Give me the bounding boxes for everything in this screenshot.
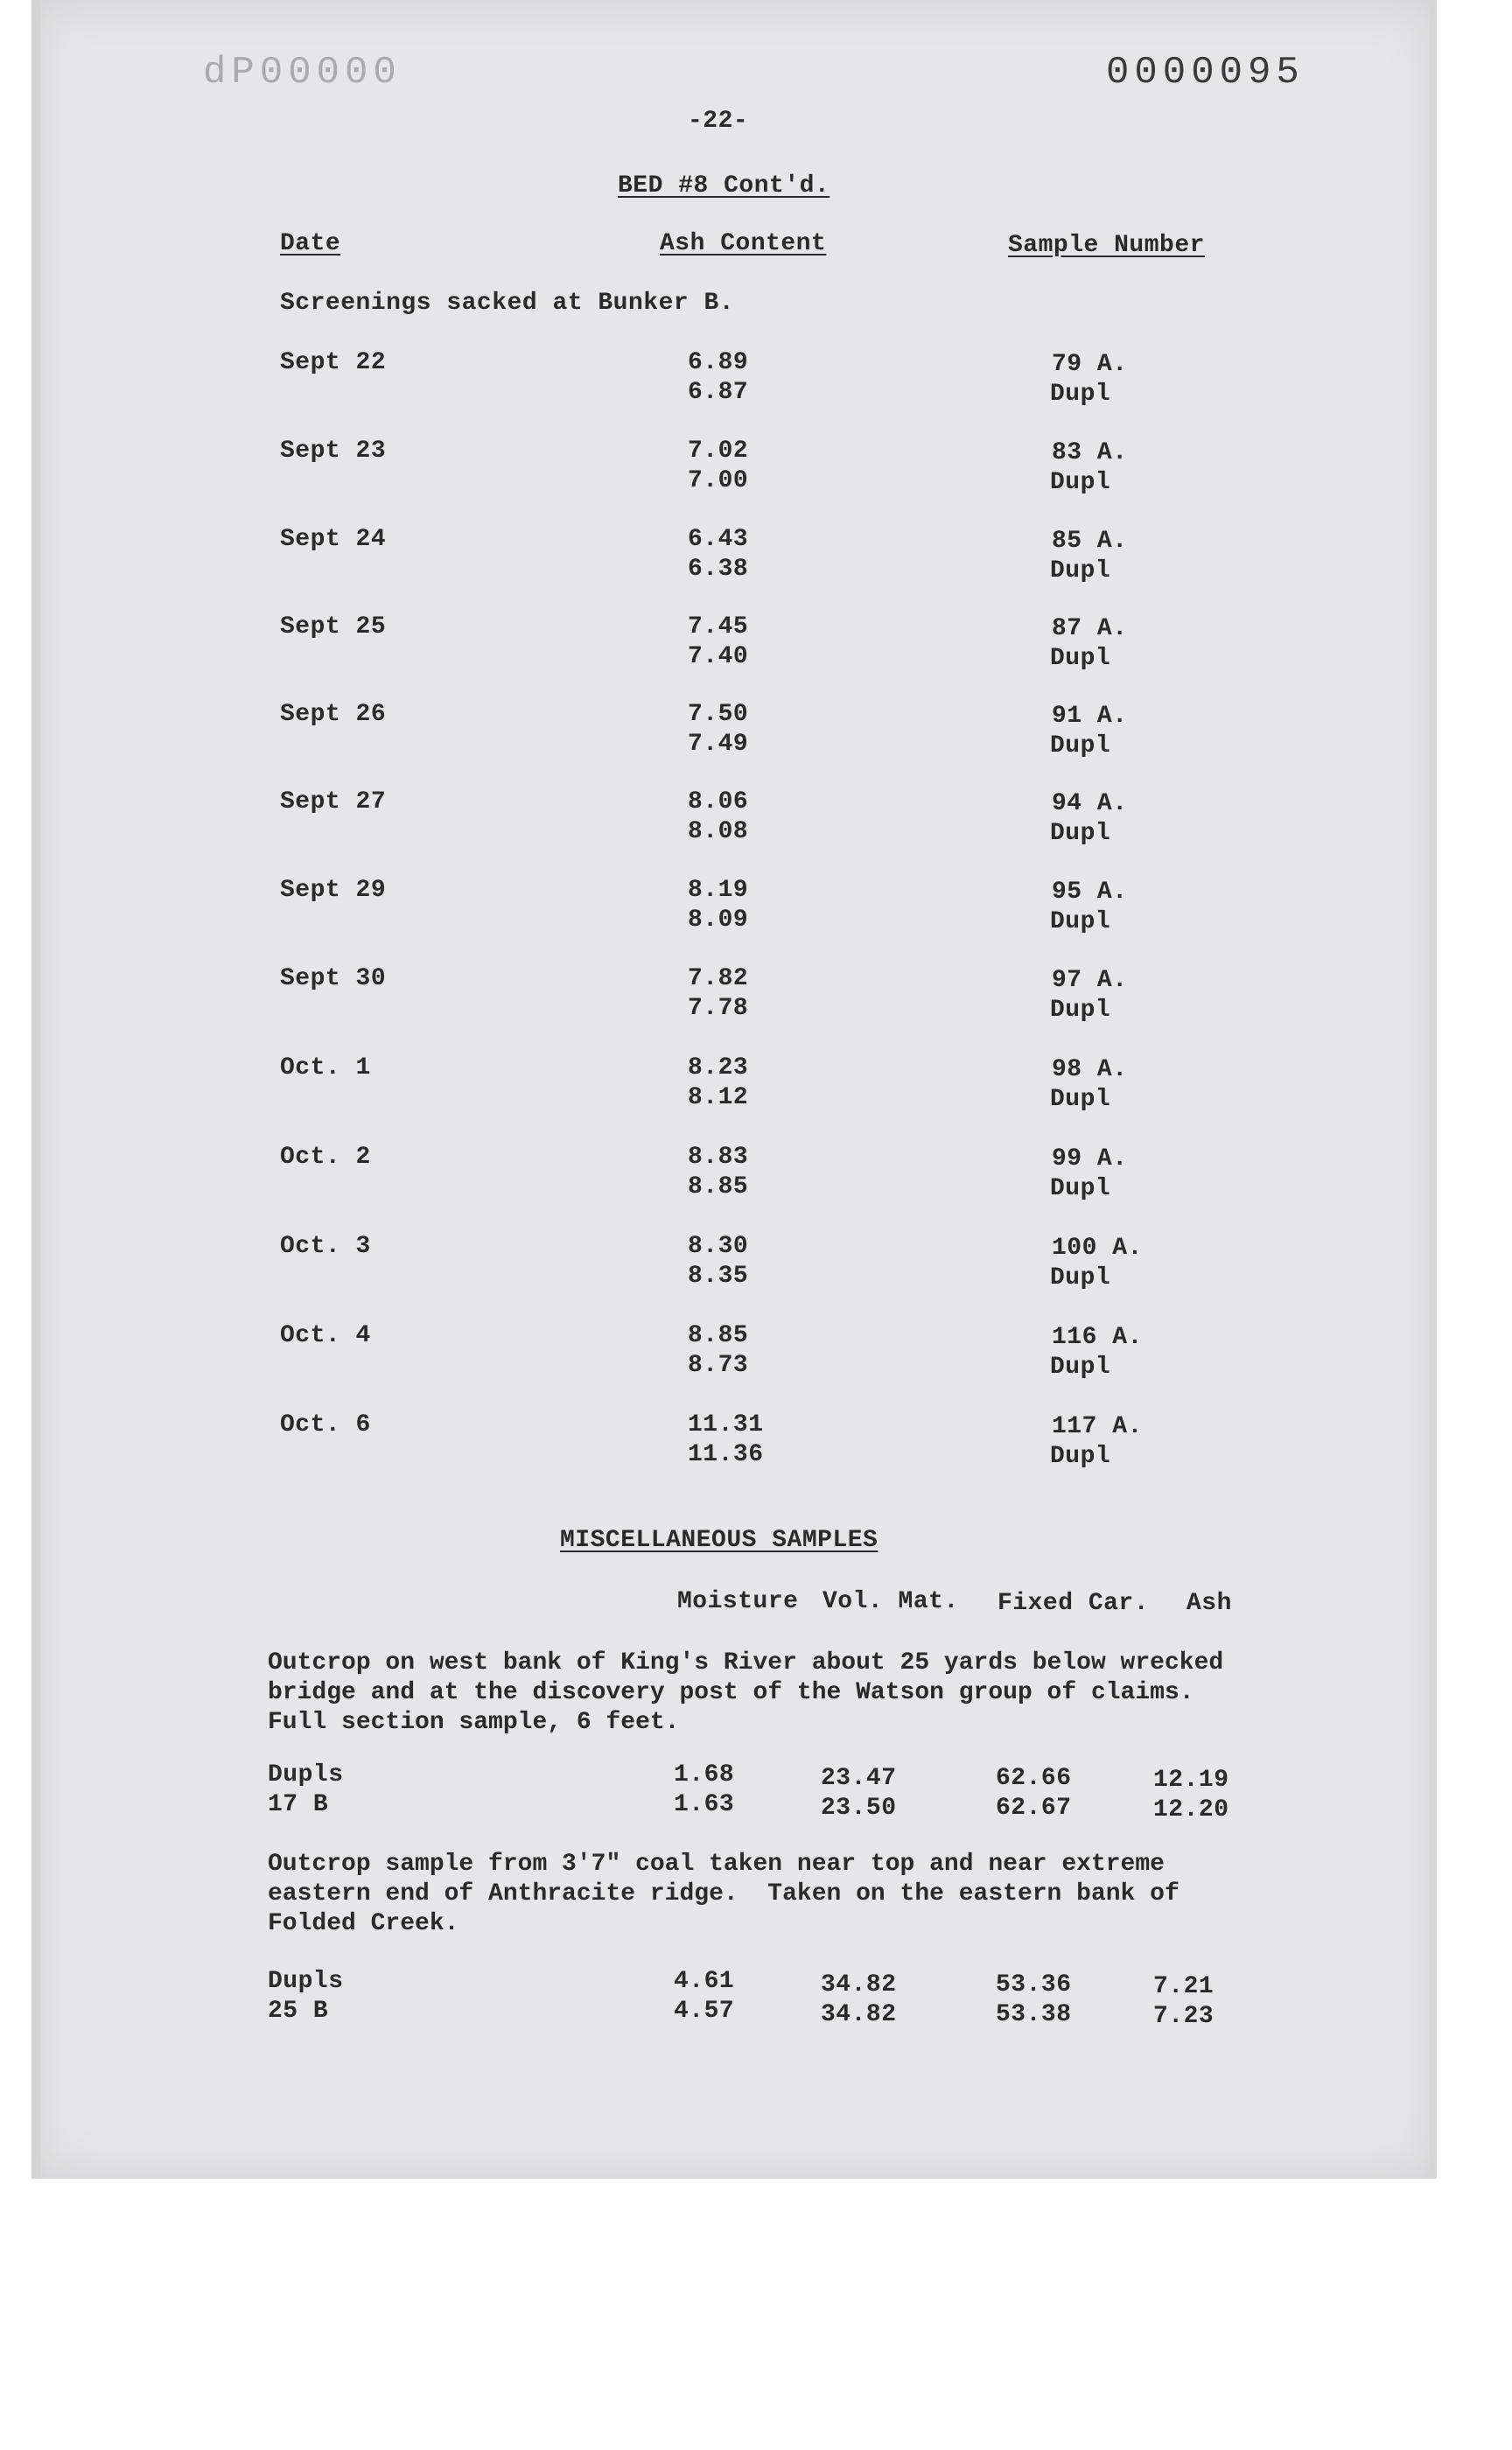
- sample-description-line: Outcrop on west bank of King's River about 25 yards below wrecked: [268, 1649, 1224, 1676]
- row-date: Sept 26: [280, 701, 387, 728]
- table-row: [0, 348, 1512, 410]
- row-ash-duplicate-value: 7.49: [688, 731, 749, 758]
- column-header-date: Date: [280, 230, 341, 257]
- sample-description-line: Folded Creek.: [268, 1910, 459, 1937]
- row-duplicate-label: Dupl: [1050, 732, 1111, 760]
- row-duplicate-label: Dupl: [1050, 645, 1111, 672]
- vol-mat-duplicate-value: 23.50: [821, 1795, 897, 1822]
- row-sample-number: 117 A.: [1052, 1413, 1143, 1440]
- column-header-sample-number: Sample Number: [1008, 232, 1205, 259]
- row-date: Sept 24: [280, 526, 387, 553]
- row-ash-duplicate-value: 8.09: [688, 906, 749, 934]
- column-header-vol-mat: Vol. Mat.: [822, 1588, 959, 1615]
- table-subheading: Screenings sacked at Bunker B.: [280, 290, 735, 317]
- row-ash-duplicate-value: 6.38: [688, 556, 749, 583]
- document-stamp-number: 0000095: [1106, 51, 1305, 94]
- sample-id: 17 B: [268, 1791, 329, 1818]
- vol-mat-value: 23.47: [821, 1765, 897, 1792]
- row-ash-value: 8.30: [688, 1233, 749, 1260]
- table-row: [0, 700, 1512, 761]
- row-sample-number: 95 A.: [1052, 878, 1128, 906]
- row-duplicate-label: Dupl: [1050, 997, 1111, 1024]
- table-row: [0, 964, 1512, 1026]
- row-ash-value: 7.02: [688, 438, 749, 465]
- moisture-duplicate-value: 1.63: [674, 1791, 735, 1818]
- column-header-ash: Ash: [1186, 1590, 1232, 1617]
- row-ash-value: 8.19: [688, 877, 749, 904]
- row-ash-value: 7.50: [688, 701, 749, 728]
- row-ash-value: 11.31: [688, 1411, 764, 1438]
- row-duplicate-label: Dupl: [1050, 908, 1111, 935]
- row-sample-number: 79 A.: [1052, 351, 1128, 378]
- row-duplicate-label: Dupl: [1050, 381, 1111, 408]
- vol-mat-value: 34.82: [821, 1971, 897, 1998]
- row-ash-duplicate-value: 8.08: [688, 818, 749, 845]
- moisture-duplicate-value: 4.57: [674, 1998, 735, 2025]
- table-row: [0, 1143, 1512, 1204]
- row-ash-value: 6.89: [688, 349, 749, 376]
- row-sample-number: 99 A.: [1052, 1145, 1128, 1172]
- fixed-car-duplicate-value: 53.38: [996, 2001, 1072, 2028]
- row-sample-number: 97 A.: [1052, 967, 1128, 994]
- column-header-fixed-car: Fixed Car.: [998, 1590, 1150, 1617]
- row-sample-number: 100 A.: [1052, 1235, 1143, 1262]
- row-ash-duplicate-value: 7.78: [688, 995, 749, 1022]
- moisture-value: 1.68: [674, 1761, 735, 1788]
- row-date: Oct. 1: [280, 1054, 371, 1082]
- sample-id: 25 B: [268, 1998, 329, 2025]
- row-sample-number: 91 A.: [1052, 703, 1128, 730]
- row-ash-value: 8.85: [688, 1322, 749, 1349]
- row-date: Sept 25: [280, 613, 387, 640]
- ash-duplicate-value: 12.20: [1153, 1796, 1229, 1824]
- table-row: [0, 612, 1512, 674]
- row-duplicate-label: Dupl: [1050, 1354, 1111, 1381]
- fixed-car-value: 53.36: [996, 1971, 1072, 1998]
- sample-description-line: Full section sample, 6 feet.: [268, 1709, 680, 1736]
- table-row: [0, 1054, 1512, 1115]
- row-ash-value: 7.82: [688, 965, 749, 992]
- row-duplicate-label: Dupl: [1050, 1443, 1111, 1470]
- row-ash-duplicate-value: 6.87: [688, 379, 749, 406]
- row-sample-number: 94 A.: [1052, 790, 1128, 817]
- ash-value: 7.21: [1153, 1973, 1214, 2000]
- row-sample-number: 98 A.: [1052, 1056, 1128, 1083]
- column-header-ash-content: Ash Content: [660, 230, 827, 257]
- table-row: [0, 437, 1512, 498]
- sample-description-line: eastern end of Anthracite ridge. Taken on the eastern bank of: [268, 1880, 1180, 1908]
- row-sample-number: 83 A.: [1052, 439, 1128, 466]
- row-ash-duplicate-value: 8.73: [688, 1352, 749, 1379]
- row-date: Oct. 3: [280, 1233, 371, 1260]
- vol-mat-duplicate-value: 34.82: [821, 2001, 897, 2028]
- row-ash-duplicate-value: 8.12: [688, 1084, 749, 1111]
- row-date: Sept 23: [280, 438, 387, 465]
- row-date: Oct. 2: [280, 1144, 371, 1171]
- row-ash-value: 8.06: [688, 788, 749, 816]
- row-ash-duplicate-value: 8.35: [688, 1263, 749, 1290]
- row-duplicate-label: Dupl: [1050, 820, 1111, 847]
- table-row: [0, 1232, 1512, 1293]
- row-ash-value: 7.45: [688, 613, 749, 640]
- fixed-car-value: 62.66: [996, 1765, 1072, 1792]
- row-duplicate-label: Dupl: [1050, 1264, 1111, 1292]
- row-duplicate-label: Dupl: [1050, 1086, 1111, 1113]
- row-date: Sept 30: [280, 965, 387, 992]
- row-date: Sept 22: [280, 349, 387, 376]
- row-duplicate-label: Dupl: [1050, 557, 1111, 584]
- sample-description-line: Outcrop sample from 3'7" coal taken near top and near extreme: [268, 1851, 1165, 1878]
- row-sample-number: 85 A.: [1052, 528, 1128, 555]
- column-header-moisture: Moisture: [677, 1588, 799, 1615]
- row-date: Oct. 6: [280, 1411, 371, 1438]
- row-sample-number: 87 A.: [1052, 615, 1128, 642]
- row-duplicate-label: Dupl: [1050, 469, 1111, 496]
- sample-label: Dupls: [268, 1761, 344, 1788]
- row-ash-value: 8.23: [688, 1054, 749, 1082]
- row-date: Sept 27: [280, 788, 387, 816]
- row-date: Sept 29: [280, 877, 387, 904]
- table-row: [0, 876, 1512, 937]
- ash-duplicate-value: 7.23: [1153, 2003, 1214, 2030]
- sample-label: Dupls: [268, 1968, 344, 1995]
- table-row: [0, 525, 1512, 586]
- misc-sample-row: [0, 1760, 1512, 1822]
- row-sample-number: 116 A.: [1052, 1324, 1143, 1351]
- moisture-value: 4.61: [674, 1968, 735, 1995]
- row-date: Oct. 4: [280, 1322, 371, 1349]
- sample-description-line: bridge and at the discovery post of the Watson group of claims.: [268, 1679, 1194, 1706]
- row-duplicate-label: Dupl: [1050, 1175, 1111, 1202]
- row-ash-value: 6.43: [688, 526, 749, 553]
- row-ash-duplicate-value: 11.36: [688, 1441, 764, 1468]
- table-row: [0, 788, 1512, 849]
- misc-sample-row: [0, 1967, 1512, 2028]
- page-number: -22-: [688, 108, 749, 135]
- row-ash-value: 8.83: [688, 1144, 749, 1171]
- document-stamp-faint: dP00000: [203, 51, 402, 94]
- row-ash-duplicate-value: 7.00: [688, 467, 749, 494]
- fixed-car-duplicate-value: 62.67: [996, 1795, 1072, 1822]
- table-row: [0, 1410, 1512, 1472]
- section-heading: BED #8 Cont'd.: [618, 172, 830, 200]
- row-ash-duplicate-value: 8.85: [688, 1173, 749, 1200]
- ash-value: 12.19: [1153, 1767, 1229, 1794]
- table-row: [0, 1321, 1512, 1382]
- misc-section-title: MISCELLANEOUS SAMPLES: [560, 1527, 878, 1554]
- row-ash-duplicate-value: 7.40: [688, 643, 749, 670]
